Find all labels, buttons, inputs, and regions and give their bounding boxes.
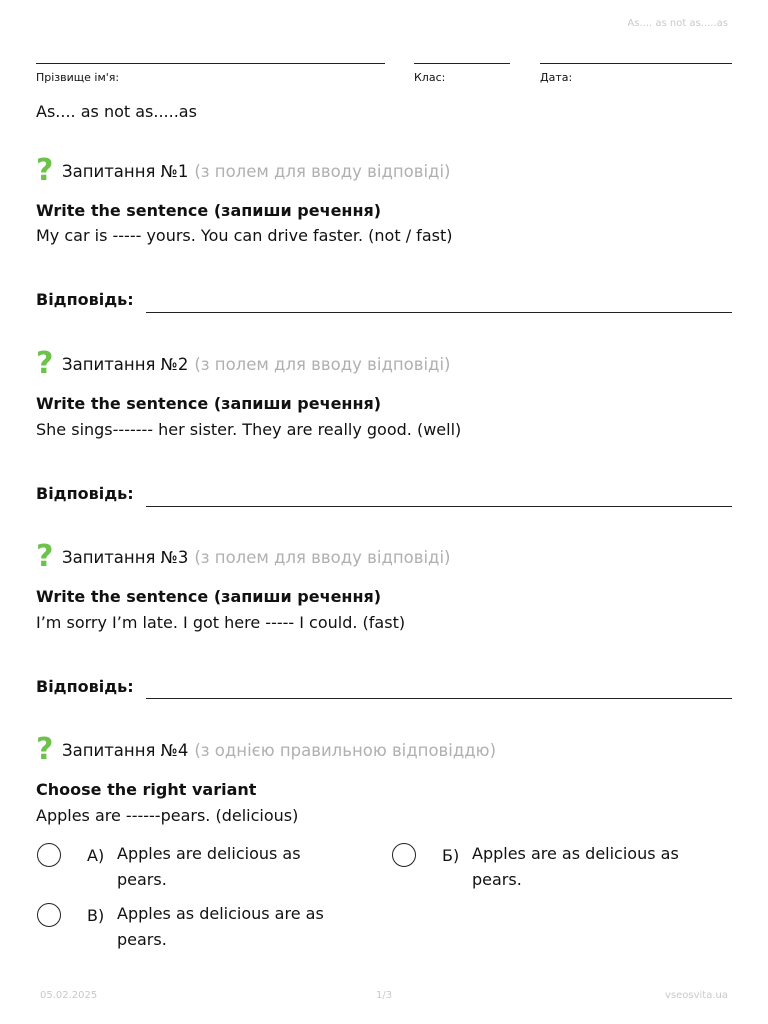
question-3-title: Запитання №3 <box>62 547 189 567</box>
option-letter: А) <box>87 846 105 865</box>
class-label: Клас: <box>414 71 446 84</box>
question-1-text: My car is ----- yours. You can drive faster. (not / fast) <box>36 226 453 245</box>
document-header-title: As.... as not as.....as <box>627 18 728 29</box>
question-4-title: Запитання №4 <box>62 740 189 760</box>
option-text: Apples are delicious as pears. <box>117 844 301 889</box>
question-2-text: She sings------- her sister. They are really good. (well) <box>36 420 462 439</box>
option-b[interactable] <box>392 846 722 893</box>
date-line <box>540 63 732 64</box>
question-2-answer-label: Відповідь: <box>36 484 134 503</box>
topic-title: As.... as not as.....as <box>36 102 197 121</box>
question-2-title: Запитання №2 <box>62 354 189 374</box>
question-mark-icon: ? <box>36 153 54 188</box>
question-mark-icon: ? <box>36 346 54 381</box>
date-label: Дата: <box>540 71 573 84</box>
question-4-text: Apples are ------pears. (delicious) <box>36 806 299 825</box>
question-1-title: Запитання №1 <box>62 161 189 181</box>
name-label: Прізвище ім'я: <box>36 71 120 84</box>
radio-circle-icon[interactable] <box>37 843 61 867</box>
question-mark-icon: ? <box>36 539 54 574</box>
option-letter: В) <box>87 906 105 925</box>
question-4-instruction: Choose the right variant <box>36 780 257 799</box>
question-3-instruction: Write the sentence (запиши речення) <box>36 587 382 606</box>
footer-date: 05.02.2025 <box>40 990 98 1001</box>
question-2-answer-field[interactable] <box>146 506 732 507</box>
question-4-header <box>36 732 497 767</box>
question-2-type: (з полем для вводу відповіді) <box>194 354 451 374</box>
question-1-answer-field[interactable] <box>146 312 732 313</box>
question-2-header <box>36 346 451 381</box>
question-3-header <box>36 539 451 574</box>
option-text: Apples as delicious are as pears. <box>117 904 324 949</box>
question-1-answer-label: Відповідь: <box>36 290 134 309</box>
footer-site: vseosvita.ua <box>665 990 728 1001</box>
class-line <box>414 63 510 64</box>
footer-page-number: 1/3 <box>376 990 393 1001</box>
option-a[interactable] <box>37 846 357 893</box>
option-letter: Б) <box>442 846 460 865</box>
name-line <box>36 63 385 64</box>
question-1-header <box>36 153 451 188</box>
radio-circle-icon[interactable] <box>392 843 416 867</box>
question-4-type: (з однією правильною відповіддю) <box>194 740 497 760</box>
question-1-instruction: Write the sentence (запиши речення) <box>36 201 382 220</box>
question-mark-icon: ? <box>36 732 54 767</box>
question-3-answer-field[interactable] <box>146 698 732 699</box>
radio-circle-icon[interactable] <box>37 903 61 927</box>
question-3-type: (з полем для вводу відповіді) <box>194 547 451 567</box>
question-2-instruction: Write the sentence (запиши речення) <box>36 394 382 413</box>
question-1-type: (з полем для вводу відповіді) <box>194 161 451 181</box>
option-text: Apples are as delicious as pears. <box>472 844 679 889</box>
option-c[interactable] <box>37 906 357 953</box>
question-3-answer-label: Відповідь: <box>36 677 134 696</box>
question-3-text: I’m sorry I’m late. I got here ----- I could. (fast) <box>36 613 406 632</box>
